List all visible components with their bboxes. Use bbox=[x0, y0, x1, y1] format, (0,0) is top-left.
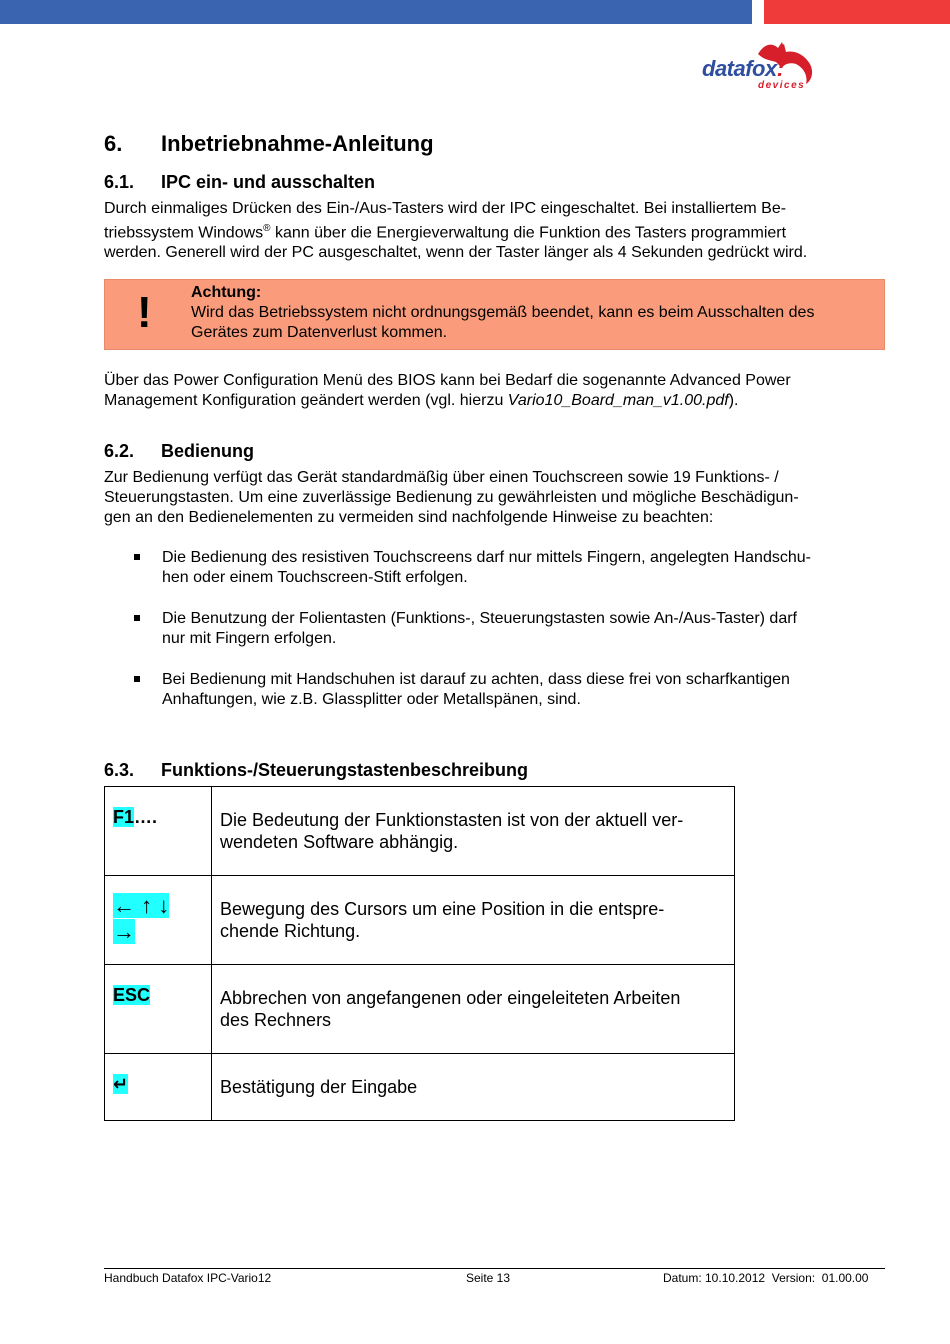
footer-divider bbox=[104, 1268, 885, 1269]
table-row bbox=[105, 965, 735, 1054]
exclamation-icon: ! bbox=[137, 288, 152, 337]
key-description-table bbox=[104, 786, 735, 1121]
header-bar-red bbox=[764, 0, 950, 24]
key-cell: ESC bbox=[105, 965, 212, 1054]
warning-text: Wird das Betriebssystem nicht ordnungsgemäß beendet, kann es beim Ausschalten des Gerätes zum Datenverlust kommen. bbox=[191, 304, 815, 341]
description-cell: Abbrechen von angefangenen oder eingeleiteten Arbeiten des Rechners bbox=[212, 965, 735, 1054]
power-paragraph: Durch einmaliges Drücken des Ein-/Aus-Tasters wird der IPC eingeschaltet. Bei installiertem Be- triebssystem Windows® kann über die Energieverwaltung die Funktion des Tasters programmiert werden. Generell wird der PC ausgeschaltet, wenn der Taster länger als 4 Sekunden gedrückt wird. bbox=[104, 200, 808, 262]
key-cell: ↵ bbox=[105, 1054, 212, 1121]
section-6-heading: 6. Inbetriebnahme-Anleitung bbox=[104, 131, 434, 156]
bullet-icon bbox=[134, 615, 140, 621]
bullet-icon bbox=[134, 554, 140, 560]
header-bar-blue bbox=[0, 0, 752, 24]
footer-date-version: Datum: 10.10.2012 Version: 01.00.00 bbox=[663, 1271, 869, 1285]
logo-subtitle: devices bbox=[758, 80, 806, 91]
table-row bbox=[105, 787, 735, 876]
description-cell: Bestätigung der Eingabe bbox=[212, 1054, 735, 1121]
description-cell: Bewegung des Cursors um eine Position in die entspre- chende Richtung. bbox=[212, 876, 735, 965]
warning-title: Achtung: bbox=[191, 284, 262, 301]
logo-wordmark: datafox: bbox=[702, 56, 784, 81]
description-cell: Die Bedeutung der Funktionstasten ist von der aktuell ver- wendeten Software abhängig. bbox=[212, 787, 735, 876]
section-6-2-heading: 6.2. Bedienung bbox=[104, 441, 254, 461]
operation-intro: Zur Bedienung verfügt das Gerät standardmäßig über einen Touchscreen sowie 19 Funktions- / Steuerungstasten. Um eine zuverlässige Bedienung zu gewährleisten und mögliche Beschädigun- gen an den Bedienelementen zu vermeiden sind nachfolgende Hinweise zu beachten: bbox=[104, 469, 799, 526]
bullet-icon bbox=[134, 676, 140, 682]
arrow-keys-cell: ← ↑ ↓ → bbox=[105, 876, 212, 965]
key-cell: F1…. bbox=[105, 787, 212, 876]
table-row bbox=[105, 1054, 735, 1121]
datafox-logo bbox=[700, 40, 820, 96]
warning-box bbox=[104, 279, 885, 350]
footer-page-number: Seite 13 bbox=[466, 1271, 511, 1285]
bios-paragraph: Über das Power Configuration Menü des BIOS kann bei Bedarf die sogenannte Advanced Power Management Konfiguration geändert werden (vgl. hierzu Vario10_Board_man_v1.00.pdf). bbox=[104, 372, 791, 409]
section-6-1-heading: 6.1. IPC ein- und ausschalten bbox=[104, 172, 376, 192]
section-6-3-heading: 6.3. Funktions-/Steuerungstastenbeschreibung bbox=[104, 760, 529, 780]
table-row bbox=[105, 876, 735, 965]
manual-reference: Vario10_Board_man_v1.00.pdf bbox=[507, 392, 729, 409]
footer-title: Handbuch Datafox IPC-Vario12 bbox=[104, 1271, 272, 1285]
